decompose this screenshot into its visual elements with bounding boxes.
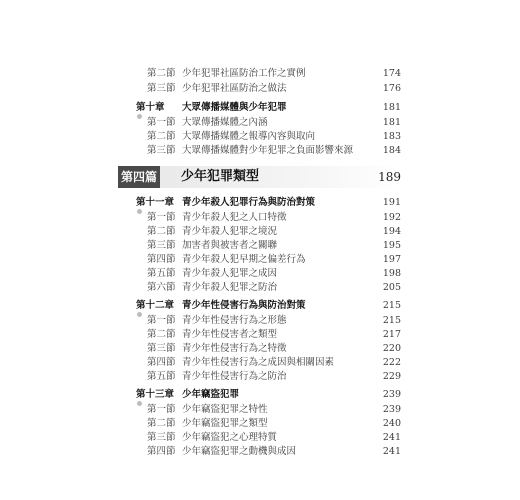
page-number: 240	[382, 418, 401, 429]
section-title: 青少年性侵害者之類型	[182, 329, 278, 340]
toc-section-row	[0, 82, 520, 96]
section-title: 少年犯罪社區防治之做法	[182, 83, 287, 94]
page-number: 215	[382, 300, 401, 311]
page-number: 241	[382, 446, 401, 457]
section-label: 第三節	[147, 83, 176, 94]
page-number: 184	[382, 145, 401, 156]
section-title: 少年竊盜犯罪之特性	[182, 404, 268, 415]
section-label: 第三節	[147, 432, 176, 443]
page-number: 195	[382, 240, 401, 251]
section-label: 第三節	[147, 240, 176, 251]
section-title: 青少年性侵害行為之成因與相關因素	[182, 357, 335, 368]
toc-chapter-row	[0, 101, 520, 115]
page-number: 215	[382, 315, 401, 326]
section-label: 第六節	[147, 282, 176, 293]
page-number: 191	[382, 197, 401, 208]
section-title: 少年竊盜犯罪之類型	[182, 418, 268, 429]
section-label: 第三節	[147, 343, 176, 354]
toc-section-row	[0, 370, 520, 384]
toc-chapter-row	[0, 388, 520, 402]
section-title: 大眾傳播媒體之報導內容與取向	[182, 131, 316, 142]
section-title: 青少年殺人犯罪之境況	[182, 226, 278, 237]
section-label: 第二節	[147, 68, 176, 79]
toc-section-row	[0, 431, 520, 445]
toc-section-row	[0, 356, 520, 370]
page-number: 205	[382, 282, 401, 293]
toc-section-row	[0, 417, 520, 431]
section-label: 第五節	[147, 371, 176, 382]
toc-chapter-row	[0, 196, 520, 210]
section-title: 青少年殺人犯早期之偏差行為	[182, 254, 306, 265]
chapter-title: 青少年性侵害行為與防治對策	[182, 300, 306, 311]
section-label: 第四節	[147, 446, 176, 457]
chapter-title: 少年竊盜犯罪	[182, 389, 240, 400]
section-label: 第一節	[147, 117, 176, 128]
section-label: 第四節	[147, 357, 176, 368]
toc-section-row	[0, 267, 520, 281]
toc-section-row	[0, 281, 520, 295]
page-number: 174	[382, 68, 401, 79]
chapter-label: 第十章	[136, 102, 165, 113]
section-label: 第二節	[147, 226, 176, 237]
toc-section-row	[0, 239, 520, 253]
section-label: 第三節	[147, 145, 176, 156]
section-title: 少年犯罪社區防治工作之實例	[182, 68, 306, 79]
section-label: 第四節	[147, 254, 176, 265]
section-title: 少年竊盜犯之心理特質	[182, 432, 278, 443]
part-title: 少年犯罪類型	[181, 169, 260, 184]
toc-section-row	[0, 225, 520, 239]
section-title: 青少年殺人犯之人口特徵	[182, 212, 287, 223]
toc-section-row	[0, 130, 520, 144]
part-heading-band	[118, 166, 401, 188]
page-number: 241	[382, 432, 401, 443]
page-number: 222	[382, 357, 401, 368]
page-number: 194	[382, 226, 401, 237]
chapter-title: 青少年殺人犯罪行為與防治對策	[182, 197, 316, 208]
section-title: 少年竊盜犯罪之動機與成因	[182, 446, 297, 457]
page-number: 189	[378, 170, 401, 184]
page-number: 239	[382, 389, 401, 400]
chapter-label: 第十三章	[136, 389, 175, 400]
page-number: 239	[382, 404, 401, 415]
toc-section-row	[0, 342, 520, 356]
section-title: 青少年殺人犯罪之成因	[182, 268, 278, 279]
section-label: 第二節	[147, 418, 176, 429]
part-label: 第四篇	[118, 166, 160, 188]
toc-chapter-row	[0, 299, 520, 313]
toc-section-row	[0, 253, 520, 267]
section-title: 大眾傳播媒體之內涵	[182, 117, 268, 128]
page-number: 181	[382, 117, 401, 128]
toc-section-row	[0, 403, 520, 417]
toc-section-row	[0, 328, 520, 342]
page-number: 192	[382, 212, 401, 223]
page-number: 220	[382, 343, 401, 354]
toc-section-row	[0, 445, 520, 459]
page-number: 181	[382, 102, 401, 113]
chapter-title: 大眾傳播媒體與少年犯罪	[182, 102, 287, 113]
section-title: 青少年性侵害行為之形態	[182, 315, 287, 326]
page-number: 183	[382, 131, 401, 142]
section-label: 第一節	[147, 315, 176, 326]
page-number: 217	[382, 329, 401, 340]
section-label: 第一節	[147, 404, 176, 415]
section-title: 加害者與被害者之關聯	[182, 240, 278, 251]
section-label: 第一節	[147, 212, 176, 223]
section-title: 青少年殺人犯罪之防治	[182, 282, 278, 293]
section-label: 第二節	[147, 329, 176, 340]
section-label: 第五節	[147, 268, 176, 279]
page-number: 198	[382, 268, 401, 279]
toc-section-row	[0, 211, 520, 225]
toc-section-row	[0, 67, 520, 81]
chapter-label: 第十一章	[136, 197, 175, 208]
toc-section-row	[0, 144, 520, 158]
section-title: 青少年性侵害行為之特徵	[182, 343, 287, 354]
toc-section-row	[0, 314, 520, 328]
section-title: 大眾傳播媒體對少年犯罪之負面影響來源	[182, 145, 354, 156]
chapter-label: 第十二章	[136, 300, 175, 311]
section-label: 第二節	[147, 131, 176, 142]
page-number: 229	[382, 371, 401, 382]
page-number: 176	[382, 83, 401, 94]
section-title: 青少年性侵害行為之防治	[182, 371, 287, 382]
toc-section-row	[0, 116, 520, 130]
page-number: 197	[382, 254, 401, 265]
